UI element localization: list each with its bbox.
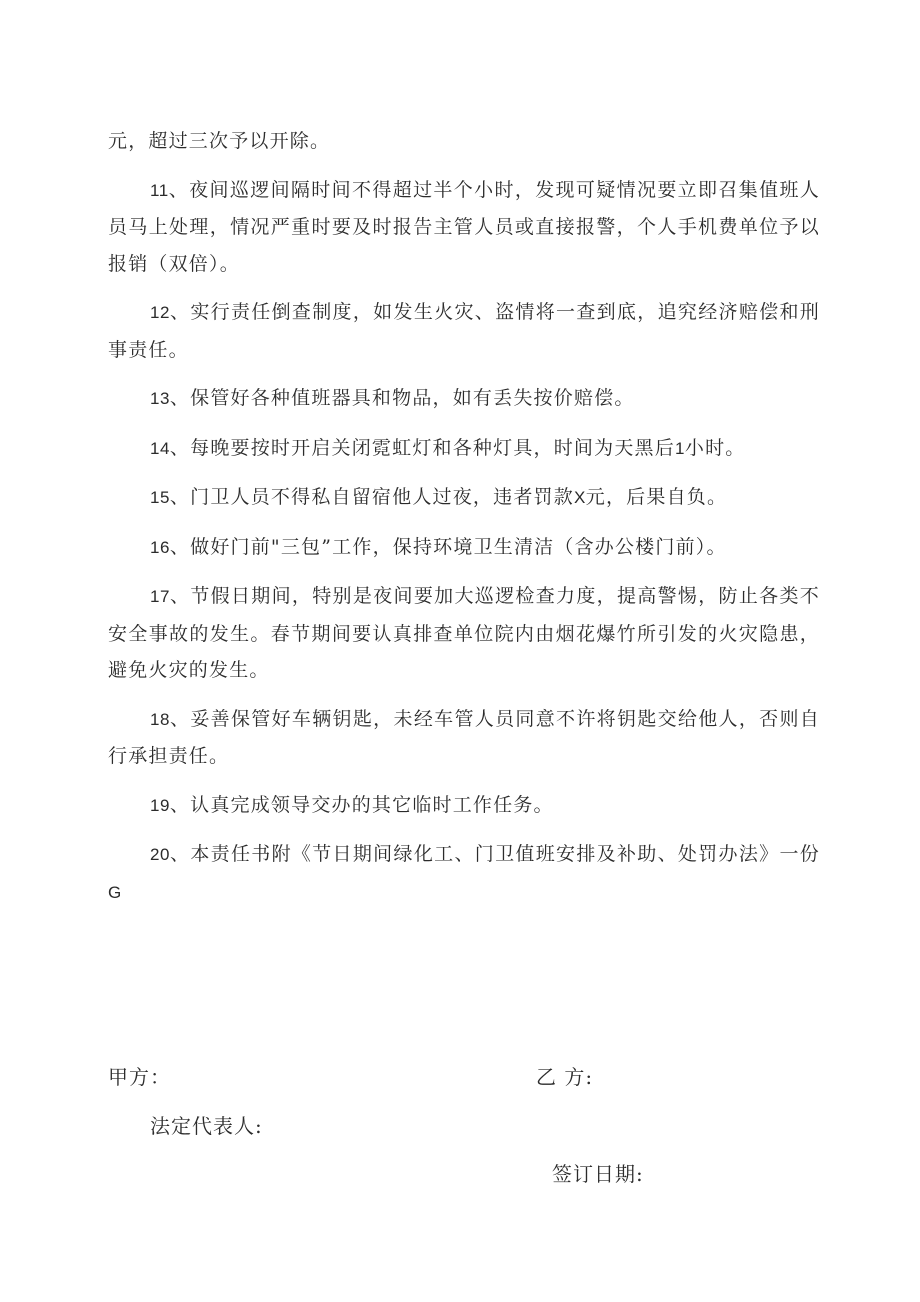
clause-14	[108, 430, 820, 468]
clause-15	[108, 479, 820, 517]
document-body	[108, 123, 820, 923]
clause-text: 、认真完成领导交办的其它临时工作任务。	[169, 793, 554, 816]
clause-text: 、节假日期间，特别是夜间要加大巡逻检查力度，提高警惕，防止各类不安全事故的发生。春节期间要认真排查单位院内由烟花爆竹所引发的火灾隐患，避免火灾的发生。	[108, 585, 820, 681]
clause-text-end: 元，后果自负。	[585, 486, 728, 508]
clause-number: 13	[150, 389, 170, 408]
clause-number: 17	[150, 587, 170, 606]
paragraph-continuation	[108, 123, 820, 160]
clause-number: 18	[150, 709, 170, 729]
clause-text: 、妥善保管好车辆钥匙，未经车管人员同意不许将钥匙交给他人，否则自行承担责任。	[108, 707, 820, 767]
clause-text: 、保管好各种值班器具和物品，如有丢失按价赔偿。	[169, 387, 635, 409]
clause-text: 、夜间巡逻间隔时间不得超过半个小时，发现可疑情况要立即召集值班人员马上处理，情况严重时要及时报告主管人员或直接报警，个人手机费单位予以报销（双倍）。	[108, 178, 820, 275]
clause-number: 15	[150, 488, 170, 507]
clause-text: 、门卫人员不得私自留宿他人过夜，违者罚款	[169, 486, 574, 508]
clause-text: 、每晚要按时开启关闭霓虹灯和各种灯具，时间为天黑后	[169, 436, 675, 459]
clause-text: 、本责任书附《节日期间绿化工、门卫值班安排及补助、处罚办法》一份	[169, 843, 820, 865]
clause-number: 16	[150, 537, 170, 557]
clause-number: 19	[150, 795, 170, 815]
clause-18	[108, 701, 820, 775]
clause-text: 、做好门前"三包”工作，保持环境卫生清洁（含办公楼门前）。	[169, 535, 727, 558]
party-a-label: 甲方：	[108, 1065, 171, 1089]
clause-number: 14	[150, 438, 170, 458]
clause-number: 20	[150, 845, 170, 864]
clause-text-end: 小时。	[684, 436, 746, 459]
signing-date-label: 签订日期:	[552, 1162, 644, 1186]
clause-inline-number: X	[573, 488, 586, 507]
clause-13	[108, 380, 820, 418]
clause-19	[108, 787, 820, 825]
clause-16	[108, 529, 820, 567]
clause-inline-number: G	[108, 882, 122, 902]
clause-17	[108, 578, 820, 689]
clause-11	[108, 172, 820, 283]
clause-text: 、实行责任倒查制度，如发生火灾、盗情将一查到底，追究经济赔偿和刑事责任。	[108, 301, 820, 361]
clause-20	[108, 836, 820, 911]
paragraph-text: 元，超过三次予以开除。	[108, 130, 331, 152]
clause-inline-number: 1	[674, 438, 685, 458]
clause-number: 11	[150, 180, 169, 200]
legal-representative-label: 法定代表人:	[150, 1114, 263, 1138]
party-b-label: 乙 方:	[536, 1065, 594, 1089]
clause-12	[108, 294, 820, 368]
clause-number: 12	[150, 303, 170, 322]
